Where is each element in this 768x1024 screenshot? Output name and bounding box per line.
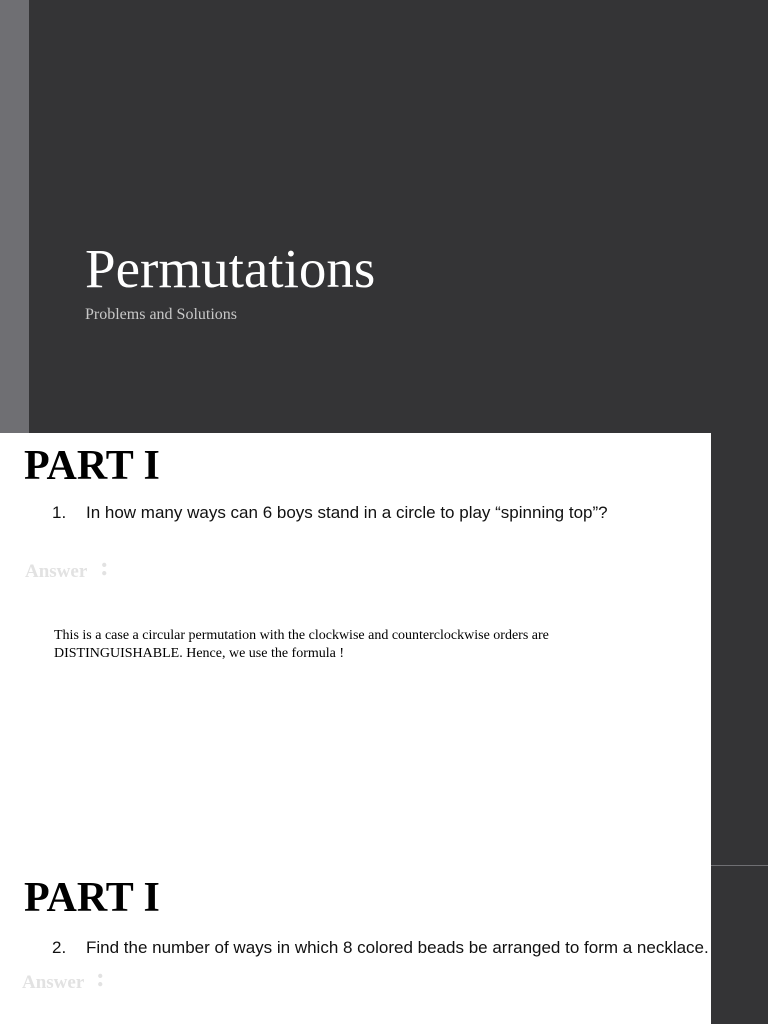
title-slide	[0, 0, 768, 433]
divider-line	[711, 865, 768, 866]
accent-side-bar	[0, 0, 29, 433]
answer-text	[54, 627, 654, 663]
part-heading: PART I	[24, 875, 160, 921]
question-number: 2.	[52, 938, 67, 957]
question-text: In how many ways can 6 boys stand in a circle to play “spinning top”?	[86, 503, 608, 522]
slide-subtitle: Problems and Solutions	[85, 306, 238, 323]
question-1	[52, 502, 608, 524]
answer-label: Answer	[25, 561, 88, 582]
slide-title: Permutations	[85, 238, 376, 299]
answer-label: Answer	[22, 972, 85, 993]
question-2	[52, 937, 709, 959]
answer-line-2: DISTINGUISHABLE. Hence, we use the formula !	[54, 646, 345, 661]
document-page-part1-q2	[0, 866, 711, 1024]
answer-colon: :	[96, 963, 105, 992]
answer-colon: :	[100, 552, 109, 581]
answer-line-1: This is a case a circular permutation with the clockwise and counterclockwise orders are	[54, 628, 549, 643]
question-text: Find the number of ways in which 8 colored beads be arranged to form a necklace.	[86, 938, 709, 957]
question-number: 1.	[52, 503, 67, 522]
part-heading: PART I	[24, 443, 160, 489]
document-page-part1-q1	[0, 433, 711, 866]
